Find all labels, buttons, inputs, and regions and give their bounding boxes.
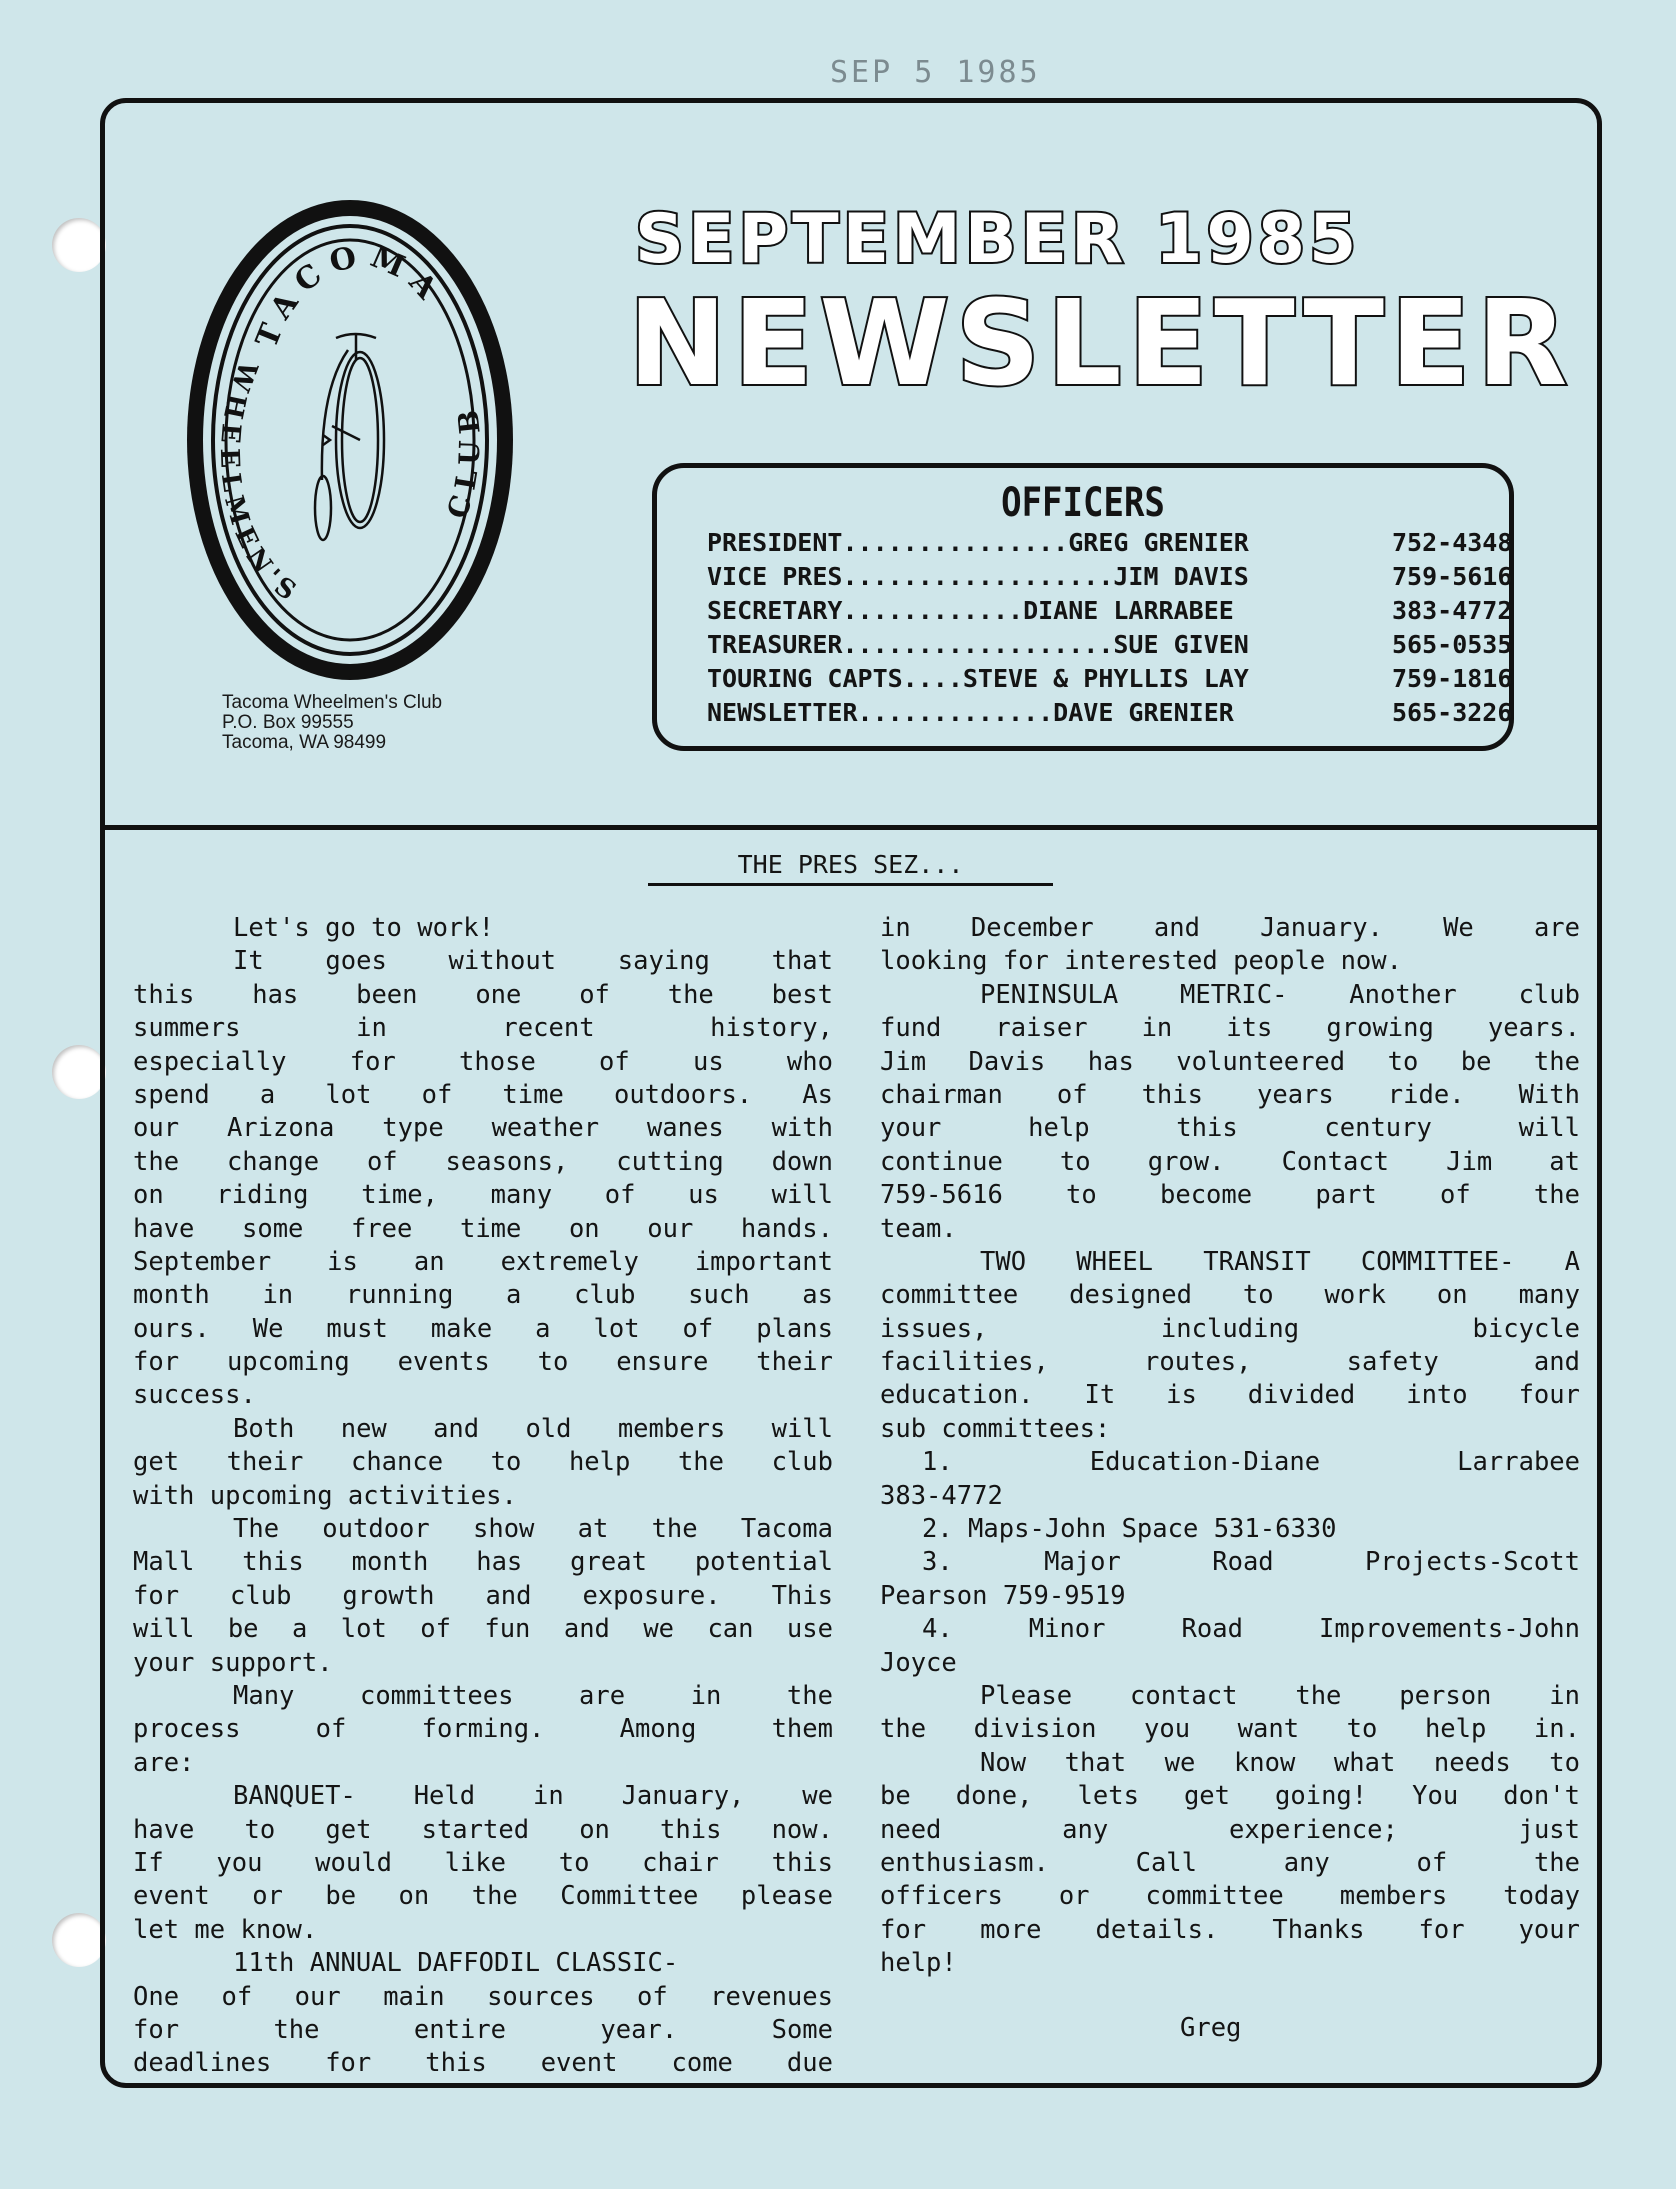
logo-text-right: CLUB — [440, 400, 487, 523]
text-line: have some free time on our hands. — [133, 1213, 833, 1244]
club-logo — [180, 190, 520, 690]
officer-row — [707, 528, 1513, 561]
text-line: have to get started on this now. — [133, 1814, 833, 1845]
issue-date-heading: SEPTEMBER 1985 — [635, 200, 1361, 279]
text-line: If you would like to chair this — [133, 1847, 833, 1878]
officer-row — [707, 664, 1513, 697]
text-line: deadlines for this event come due — [133, 2048, 833, 2079]
text-line: summers in recent history, — [133, 1013, 833, 1044]
address-line: Tacoma, WA 98499 — [222, 732, 387, 753]
text-line: be done, lets get going! You don't — [880, 1781, 1580, 1812]
club-address — [222, 693, 442, 753]
text-line: team. — [880, 1213, 957, 1244]
officers-title: OFFICERS — [1001, 480, 1165, 526]
text-line: help! — [880, 1948, 957, 1979]
text-line: BANQUET- Held in January, we — [233, 1781, 833, 1812]
article-column-left — [133, 912, 833, 2081]
text-line: Many committees are in the — [233, 1680, 833, 1711]
text-line: issues, including bicycle — [880, 1313, 1580, 1344]
text-line: this has been one of the best — [133, 979, 833, 1010]
text-line: Both new and old members will — [233, 1413, 833, 1444]
text-line: Mall this month has great potential — [133, 1547, 833, 1578]
text-line: your help this century will — [880, 1113, 1580, 1144]
officer-phone: 565-0535 — [1392, 630, 1513, 659]
text-line: 2. Maps-John Space 531-6330 — [922, 1514, 1337, 1545]
officer-entry: SECRETARY............DIANE LARRABEE — [707, 596, 1234, 625]
text-line: 4. Minor Road Improvements-John — [922, 1614, 1580, 1645]
text-line: 11th ANNUAL DAFFODIL CLASSIC- — [233, 1948, 679, 1979]
officer-phone: 752-4348 — [1392, 528, 1513, 557]
text-line: for the entire year. Some — [133, 2014, 833, 2045]
text-line: get their chance to help the club — [133, 1447, 833, 1478]
officer-row — [707, 596, 1513, 629]
signature: Greg — [1180, 2013, 1242, 2043]
officer-phone: 383-4772 — [1392, 596, 1513, 625]
text-line: 3. Major Road Projects-Scott — [922, 1547, 1580, 1578]
text-line: are: — [133, 1747, 195, 1778]
text-line: 759-5616 to become part of the — [880, 1180, 1580, 1211]
text-line: 1. Education-Diane Larrabee — [922, 1447, 1580, 1478]
officer-phone: 565-3226 — [1392, 698, 1513, 727]
text-line: fund raiser in its growing years. — [880, 1013, 1580, 1044]
address-line: P.O. Box 99555 — [222, 712, 354, 733]
logo-text-top: TACOMA — [249, 238, 451, 353]
text-line: spend a lot of time outdoors. As — [133, 1079, 833, 1110]
officer-entry: PRESIDENT...............GREG GRENIER — [707, 528, 1249, 557]
officer-row — [707, 630, 1513, 663]
officer-row — [707, 698, 1513, 731]
text-line: One of our main sources of revenues — [133, 1981, 833, 2012]
text-line: education. It is divided into four — [880, 1380, 1580, 1411]
text-line: 383-4772 — [880, 1480, 1003, 1511]
text-line: success. — [133, 1380, 256, 1411]
text-line: The outdoor show at the Tacoma — [233, 1514, 833, 1545]
text-line: for upcoming events to ensure their — [133, 1347, 833, 1378]
text-line: continue to grow. Contact Jim at — [880, 1146, 1580, 1177]
text-line: Pearson 759-9519 — [880, 1580, 1126, 1611]
newsletter-heading: NEWSLETTER — [628, 274, 1574, 412]
text-line: September is an extremely important — [133, 1246, 833, 1277]
text-line: sub committees: — [880, 1413, 1111, 1444]
text-line: will be a lot of fun and we can use — [133, 1614, 833, 1645]
officer-row — [707, 562, 1513, 595]
text-line: Jim Davis has volunteered to be the — [880, 1046, 1580, 1077]
officer-entry: NEWSLETTER.............DAVE GRENIER — [707, 698, 1234, 727]
officer-phone: 759-1816 — [1392, 664, 1513, 693]
text-line: Please contact the person in — [980, 1680, 1580, 1711]
text-line: for club growth and exposure. This — [133, 1580, 833, 1611]
text-line: with upcoming activities. — [133, 1480, 517, 1511]
text-line: the change of seasons, cutting down — [133, 1146, 833, 1177]
text-line: on riding time, many of us will — [133, 1180, 833, 1211]
officer-entry: TOURING CAPTS....STEVE & PHYLLIS LAY — [707, 664, 1249, 693]
text-line: your support. — [133, 1647, 333, 1678]
text-line: event or be on the Committee please — [133, 1881, 833, 1912]
text-line: process of forming. Among them — [133, 1714, 833, 1745]
text-line: need any experience; just — [880, 1814, 1580, 1845]
date-received-stamp: SEP 5 1985 — [830, 55, 1041, 90]
address-line: Tacoma Wheelmen's Club — [222, 692, 443, 713]
text-line: Joyce — [880, 1647, 957, 1678]
officer-entry: TREASURER..................SUE GIVEN — [707, 630, 1249, 659]
officer-entry: VICE PRES..................JIM DAVIS — [707, 562, 1249, 591]
article-title: THE PRES SEZ... — [648, 850, 1053, 886]
text-line: in December and January. We are — [880, 913, 1580, 943]
text-line: looking for interested people now. — [880, 946, 1402, 977]
text-line: for more details. Thanks for your — [880, 1914, 1580, 1945]
text-line: facilities, routes, safety and — [880, 1347, 1580, 1378]
binder-hole — [52, 218, 106, 272]
logo-text-left: WHEELMEN'S — [213, 357, 307, 611]
text-line: month in running a club such as — [133, 1280, 833, 1311]
text-line: enthusiasm. Call any of the — [880, 1847, 1580, 1878]
text-line: TWO WHEEL TRANSIT COMMITTEE- A — [980, 1246, 1580, 1277]
text-line: committee designed to work on many — [880, 1280, 1580, 1311]
text-line: officers or committee members today — [880, 1881, 1580, 1912]
officer-phone: 759-5616 — [1392, 562, 1513, 591]
officers-box — [652, 463, 1514, 751]
text-line: Now that we know what needs to — [980, 1747, 1580, 1778]
text-line: let me know. — [133, 1914, 318, 1945]
text-line: It goes without saying that — [233, 946, 833, 977]
header-divider — [100, 825, 1602, 830]
binder-hole — [52, 1913, 106, 1967]
text-line: especially for those of us who — [133, 1046, 833, 1077]
article-column-right — [880, 912, 1580, 1981]
text-line: our Arizona type weather wanes with — [133, 1113, 833, 1144]
text-line: chairman of this years ride. With — [880, 1079, 1580, 1110]
text-line: Let's go to work! — [233, 913, 494, 943]
binder-hole — [52, 1045, 106, 1099]
text-line: ours. We must make a lot of plans — [133, 1313, 833, 1344]
text-line: PENINSULA METRIC- Another club — [980, 979, 1580, 1010]
text-line: the division you want to help in. — [880, 1714, 1580, 1745]
